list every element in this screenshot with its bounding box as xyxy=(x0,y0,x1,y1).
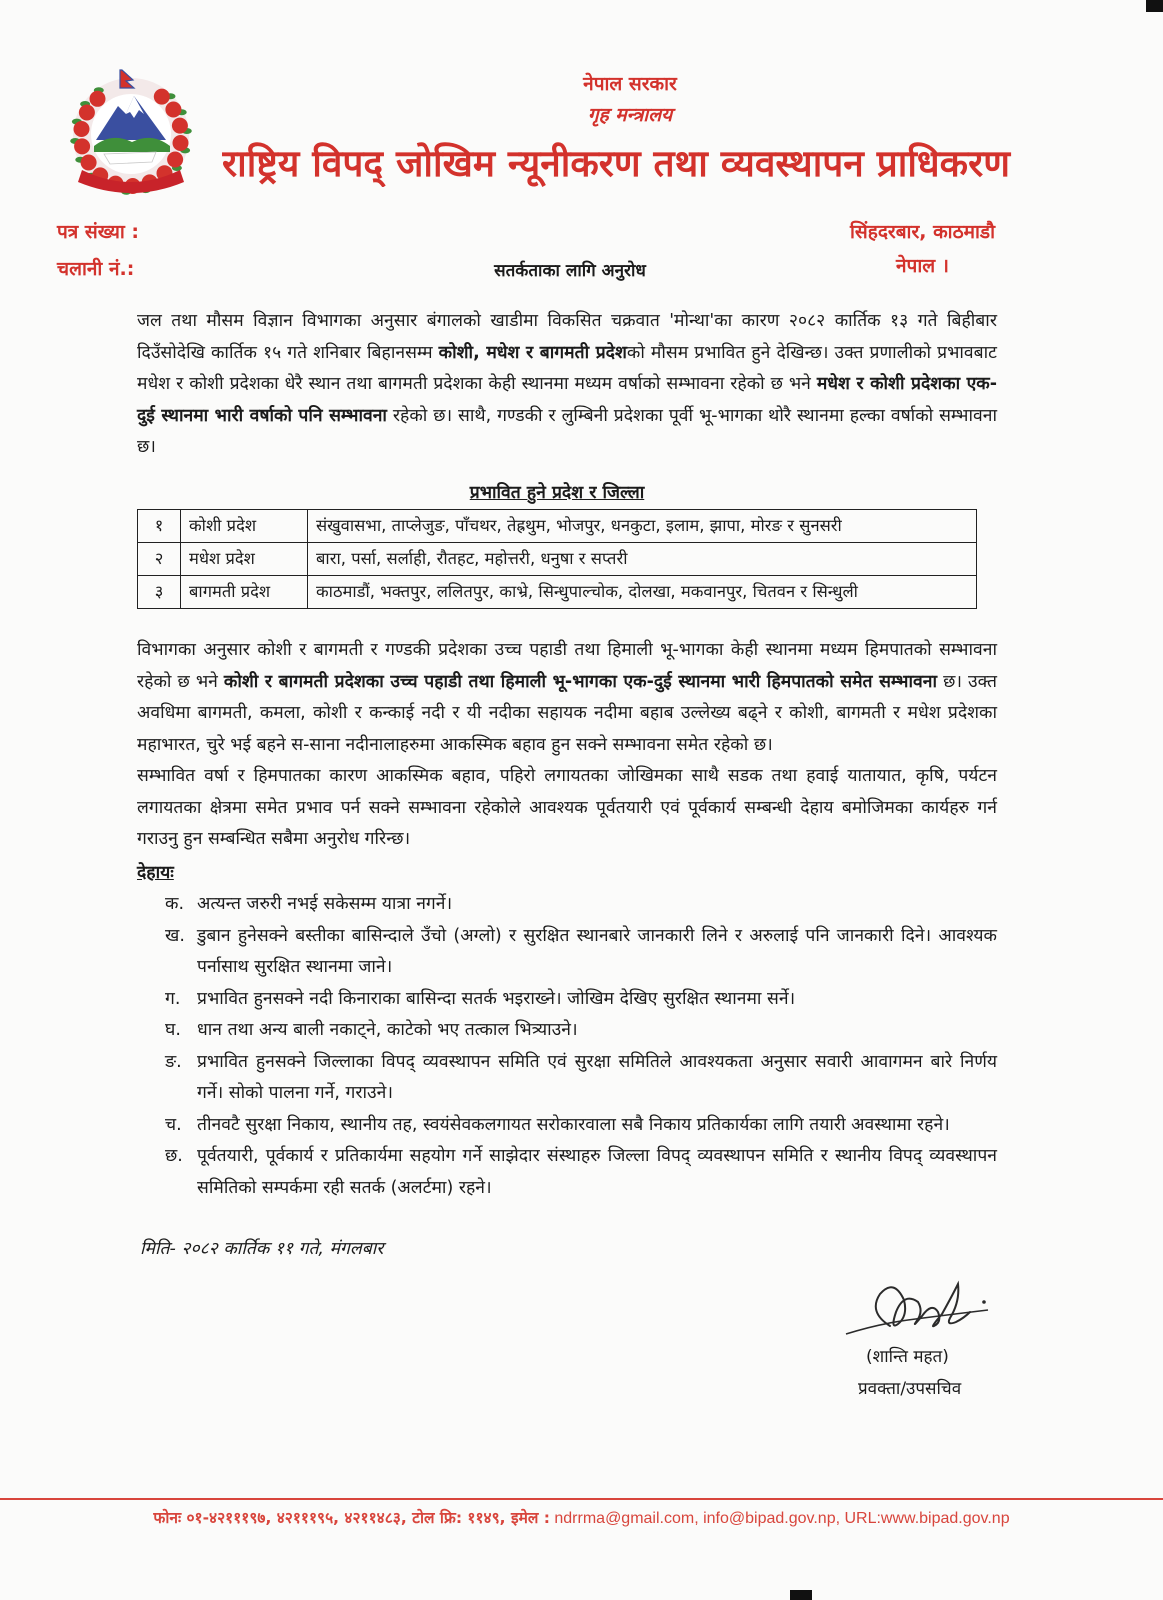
reference-number-label: पत्र संख्या : xyxy=(57,221,140,243)
dispatch-number-label: चलानी नं.: xyxy=(57,258,135,280)
list-item-text: प्रभावित हुनसक्ने जिल्लाका विपद् व्यवस्थापन समिति एवं सुरक्षा समितिले आवश्यकता अनुसार सवारी आवागमन बारे निर्णय गर्ने। सोको पालना गर्ने, गराउने। xyxy=(197,1051,997,1103)
table-row xyxy=(138,510,977,543)
instructions-heading: देहायः xyxy=(137,862,174,883)
paragraph-bold-text: मधेश र कोशी प्रदेशका एक-दुई स्थानमा भारी वर्षाको पनि सम्भावना xyxy=(137,374,997,426)
rhododendron-flower-icon xyxy=(81,155,97,171)
office-address xyxy=(805,215,1040,283)
districts-cell: काठमाडौं, भक्तपुर, ललितपुर, काभ्रे, सिन्धुपाल्चोक, दोलखा, मकवानपुर, चितवन र सिन्धुली xyxy=(308,576,977,609)
table-row xyxy=(138,543,977,576)
list-item-label: ख. xyxy=(165,925,185,946)
rhododendron-flower-icon xyxy=(167,152,183,168)
list-item xyxy=(165,1141,997,1204)
list-item xyxy=(165,1015,997,1047)
list-item-text: तीनवटै सुरक्षा निकाय, स्थानीय तह, स्वयंसेवकलगायत सरोकारवाला सबै निकाय प्रतिकार्यका लागि तयारी अवस्थामा रहने। xyxy=(197,1114,950,1135)
list-item-text: डुबान हुनेसक्ने बस्तीका बासिन्दाले उँचो (अग्लो) र सुरक्षित स्थानबारे जानकारी लिने र अरुलाई पनि जानकारी दिने। आवश्यक पर्नासाथ सुरक्षित स्थानमा जाने। xyxy=(197,925,997,977)
signatory-designation: प्रवक्ता/उपसचिव xyxy=(858,1379,962,1399)
districts-cell: संखुवासभा, ताप्लेजुङ, पाँचथर, तेह्रथुम, भोजपुर, धनकुटा, इलाम, झापा, मोरङ र सुनसरी xyxy=(308,510,977,543)
address-line-2: नेपाल । xyxy=(896,255,949,277)
row-number: २ xyxy=(138,543,181,576)
government-name: नेपाल सरकार xyxy=(583,73,677,95)
list-item-text: पूर्वतयारी, पूर्वकार्य र प्रतिकार्यमा सहयोग गर्ने साझेदार संस्थाहरु जिल्ला विपद् व्यवस्थापन समिति र स्थानीय विपद् व्यवस्थापन समितिको सम्पर्कमा रही सतर्क (अलर्टमा) रहने। xyxy=(197,1146,997,1198)
scan-edge-mark-bottom xyxy=(790,1590,812,1600)
province-cell: बागमती प्रदेश xyxy=(181,576,308,609)
paragraph-text: विभागका अनुसार कोशी र बागमती र गण्डकी प्रदेशका उच्च पहाडी तथा हिमाली भू-भागका केही स्थानमा मध्यम हिमपातको सम्भावना रहेको छ भने xyxy=(137,640,997,692)
list-item-label: ङ. xyxy=(165,1051,182,1072)
paragraph-snowfall-forecast xyxy=(137,635,997,761)
list-item-label: च. xyxy=(165,1114,182,1135)
footer-divider xyxy=(0,1498,1163,1500)
handwritten-signature xyxy=(838,1272,998,1352)
list-item-label: क. xyxy=(165,894,185,914)
rhododendron-flower-icon xyxy=(74,138,90,154)
province-cell: मधेश प्रदेश xyxy=(181,543,308,576)
letter-body xyxy=(137,306,997,1266)
list-item xyxy=(165,984,997,1016)
paragraph-request: सम्भावित वर्षा र हिमपातका कारण आकस्मिक बहाव, पहिरो लगायतका जोखिमका साथै सडक तथा हवाई यातायात, कृषि, पर्यटन लगायतका क्षेत्रमा समेत प्रभाव पर्न सक्ने सम्भावना रहेकोले आवश्यक पूर्वतयारी एवं पूर्वकार्य सम्बन्धी देहाय बमोजिमका कार्यहरु गर्न गराउनु हुन सम्बन्धित सबैमा अनुरोध गरिन्छ। xyxy=(137,766,997,849)
footer-contact-info xyxy=(30,1506,1133,1528)
row-number: ३ xyxy=(138,576,181,609)
rhododendron-flower-icon xyxy=(165,102,181,118)
rhododendron-flower-icon xyxy=(173,135,189,151)
paragraph-text: छ। उक्त अवधिमा बागमती, कमला, कोशी र कन्काई नदी र यी नदीका सहायक नदीमा बहाब उल्लेख्य बढ्ने र कोशी, बागमती र मधेश प्रदेशका महाभारत, चुरे भई बहने स-साना नदीनालाहरुमा आकस्मिक बहाव हुन सक्ने सम्भावना समेत रहेको छ। xyxy=(137,671,997,755)
paragraph-weather-forecast xyxy=(137,306,997,464)
list-item-label: घ. xyxy=(165,1020,181,1040)
province-cell: कोशी प्रदेश xyxy=(181,510,308,543)
list-item xyxy=(165,921,997,984)
address-line-1: सिंहदरबार, काठमाडौ xyxy=(849,221,995,243)
list-item-label: छ. xyxy=(165,1146,183,1166)
scan-edge-mark-top xyxy=(1146,0,1163,12)
row-number: १ xyxy=(138,510,181,543)
rhododendron-flower-icon xyxy=(154,89,170,105)
footer-email-url: ndrrma@gmail.com, info@bipad.gov.np, URL:www.bipad.gov.np xyxy=(549,1510,1010,1527)
rhododendron-flower-icon xyxy=(79,105,95,121)
districts-cell: बारा, पर्सा, सर्लाही, रौतहट, महोत्तरी, धनुषा र सप्तरी xyxy=(308,543,977,576)
signatory-name: (शान्ति महत) xyxy=(866,1347,949,1367)
list-item xyxy=(165,1047,997,1110)
list-item-text: धान तथा अन्य बाली नकाट्ने, काटेको भए तत्काल भित्र्याउने। xyxy=(197,1020,578,1040)
nepal-map-icon xyxy=(104,152,156,164)
rhododendron-flower-icon xyxy=(172,118,188,134)
paragraph-bold-text: कोशी र बागमती प्रदेशका उच्च पहाडी तथा हिमाली भू-भागका एक-दुई स्थानमा भारी हिमपातको समेत सम्भावना xyxy=(223,671,937,692)
list-item xyxy=(165,889,997,921)
signature-dot xyxy=(982,1300,986,1304)
letter-date: मिति- २०८२ कार्तिक ११ गते, मंगलबार xyxy=(140,1239,384,1259)
rhododendron-flower-icon xyxy=(74,121,90,137)
paragraph-text: जल तथा मौसम विज्ञान विभागका अनुसार बंगालको खाडीमा विकसित चक्रवात 'मोन्था'का कारण २०८२ कार्तिक १३ गते बिहीबार दिउँसोदेखि कार्तिक १५ गते शनिबार बिहानसम्म xyxy=(137,311,997,363)
letter-subject: सतर्कताका लागि अनुरोध xyxy=(494,261,646,281)
signature-scrawl-stroke xyxy=(876,1284,970,1326)
list-item-text: प्रभावित हुनसक्ने नदी किनाराका बासिन्दा सतर्क भइराख्ने। जोखिम देखिए सुरक्षित स्थानमा सर्ने। xyxy=(197,988,796,1009)
paragraph-bold-text: कोशी, मधेश र बागमती प्रदेश xyxy=(438,342,627,363)
list-item-label: ग. xyxy=(165,988,181,1009)
authority-name: राष्ट्रिय विपद् जोखिम न्यूनीकरण तथा व्यवस्थापन प्राधिकरण xyxy=(222,142,1010,185)
footer-phone-email-label: फोनः ०१-४२१११९७, ४२१११९५, ४२११४८३, टोल फ्रि: ११४९, इमेल : xyxy=(153,1509,550,1527)
affected-districts-table xyxy=(137,509,977,609)
ministry-name: गृह मन्त्रालय xyxy=(587,104,673,126)
paragraph-text: को मौसम प्रभावित हुने देखिन्छ। उक्त प्रणालीको प्रभावबाट मधेश र कोशी प्रदेशका धेरै स्थान तथा बागमती प्रदेशका केही स्थानमा मध्यम वर्षाको सम्भावना रहेको छ भने xyxy=(137,342,997,394)
paragraph-text: रहेको छ। साथै, गण्डकी र लुम्बिनी प्रदेशका पूर्वी भू-भागका थोरै स्थानमा हल्का वर्षाको सम्भावना छ। xyxy=(137,405,997,457)
table-row xyxy=(138,576,977,609)
nepal-government-emblem xyxy=(60,66,202,198)
table-title: प्रभावित हुने प्रदेश र जिल्ला xyxy=(469,482,645,503)
list-item xyxy=(165,1110,997,1142)
list-item-text: अत्यन्त जरुरी नभई सकेसम्म यात्रा नगर्ने। xyxy=(197,894,453,914)
rhododendron-flower-icon xyxy=(90,91,106,107)
